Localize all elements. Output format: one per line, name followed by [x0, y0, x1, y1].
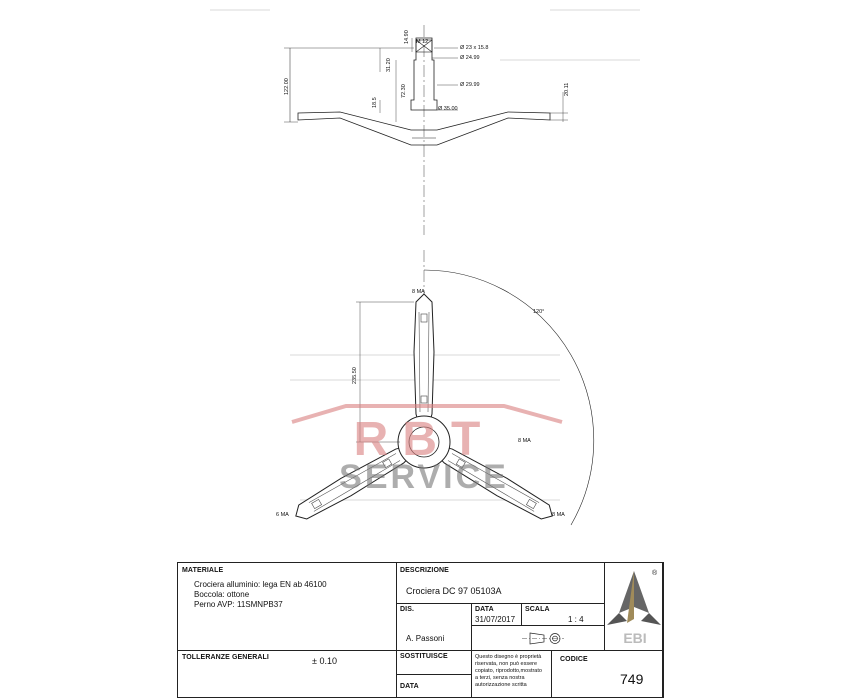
codice-value: 749 — [620, 671, 644, 687]
scala-value: 1 : 4 — [568, 615, 584, 624]
dim-6ma-left: 6 MA — [276, 512, 289, 518]
projection-symbol-icon — [472, 626, 605, 651]
projection-symbol-cell — [472, 626, 605, 651]
dim-8ma-bottom-right: 8 MA — [552, 512, 565, 518]
descrizione-cell — [397, 563, 605, 604]
descrizione-value: Crociera DC 97 05103A — [406, 586, 502, 596]
dim-31-20: 31.20 — [386, 58, 392, 72]
logo-text: EBI — [623, 630, 647, 646]
dim-235-50: 235.50 — [352, 367, 358, 384]
dis-value: A. Passoni — [406, 634, 445, 643]
dim-d24-99: Ø 24.99 — [460, 55, 480, 61]
data-value: 31/07/2017 — [475, 615, 516, 624]
codice-label: CODICE — [560, 656, 588, 663]
dim-d29-99: Ø 29.99 — [460, 82, 480, 88]
scala-cell — [522, 604, 605, 626]
watermark-logo — [292, 406, 562, 496]
logo-cell — [605, 563, 663, 651]
watermark-line1: RBT — [353, 413, 495, 466]
dim-d35: Ø 35.00 — [438, 106, 458, 112]
data-cell — [472, 604, 522, 626]
data-label: DATA — [475, 606, 494, 613]
ebi-logo-icon — [605, 563, 663, 651]
logo-mark: ® — [652, 570, 658, 577]
notice-line-4: a terzi, senza nostra — [475, 675, 525, 681]
dis-cell — [397, 604, 472, 651]
title-block — [177, 562, 664, 698]
side-view — [284, 25, 568, 235]
dim-72-30: 72.30 — [401, 84, 407, 98]
materiale-line-2: Boccola: ottone — [194, 590, 250, 599]
notice-cell — [472, 651, 552, 698]
codice-cell — [552, 651, 663, 698]
data2-label: DATA — [400, 683, 419, 690]
sostituisce-cell — [397, 651, 472, 675]
tolleranze-cell — [178, 651, 397, 698]
data2-cell — [397, 675, 472, 698]
watermark-line2: SERVICE — [339, 458, 509, 496]
dim-20-11: 20.11 — [564, 82, 570, 96]
tolleranze-label: TOLLERANZE GENERALI — [182, 654, 269, 661]
dis-label: DIS. — [400, 606, 415, 613]
materiale-label: MATERIALE — [182, 567, 224, 574]
notice-line-2: riservata, non può essere — [475, 661, 538, 667]
dim-8ma-top: 8 MA — [412, 289, 425, 295]
materiale-line-1: Crociera alluminio: lega EN ab 46100 — [194, 580, 327, 589]
materiale-line-3: Perno AVP: 11SMNPB37 — [194, 600, 283, 609]
notice-line-1: Questo disegno è proprietà — [475, 654, 542, 660]
descrizione-label: DESCRIZIONE — [400, 567, 449, 574]
notice-line-3: copiato, riprodotto,mostrato — [475, 668, 542, 674]
dim-14-90: 14.90 — [404, 30, 410, 44]
sostituisce-label: SOSTITUISCE — [400, 653, 448, 660]
dim-18-5: 18.5 — [372, 97, 378, 108]
dim-122: 122.00 — [284, 78, 290, 95]
notice-line-5: autorizzazione scritta — [475, 682, 527, 688]
materiale-cell — [178, 563, 397, 651]
dim-120-deg: 120° — [533, 309, 545, 315]
tolleranze-value: ± 0.10 — [312, 656, 337, 666]
dim-m12: M 12 — [416, 39, 429, 45]
dim-d23: Ø 23 x 15.8 — [460, 45, 489, 51]
dim-8ma-right: 8 MA — [518, 438, 531, 444]
scala-label: SCALA — [525, 606, 550, 613]
